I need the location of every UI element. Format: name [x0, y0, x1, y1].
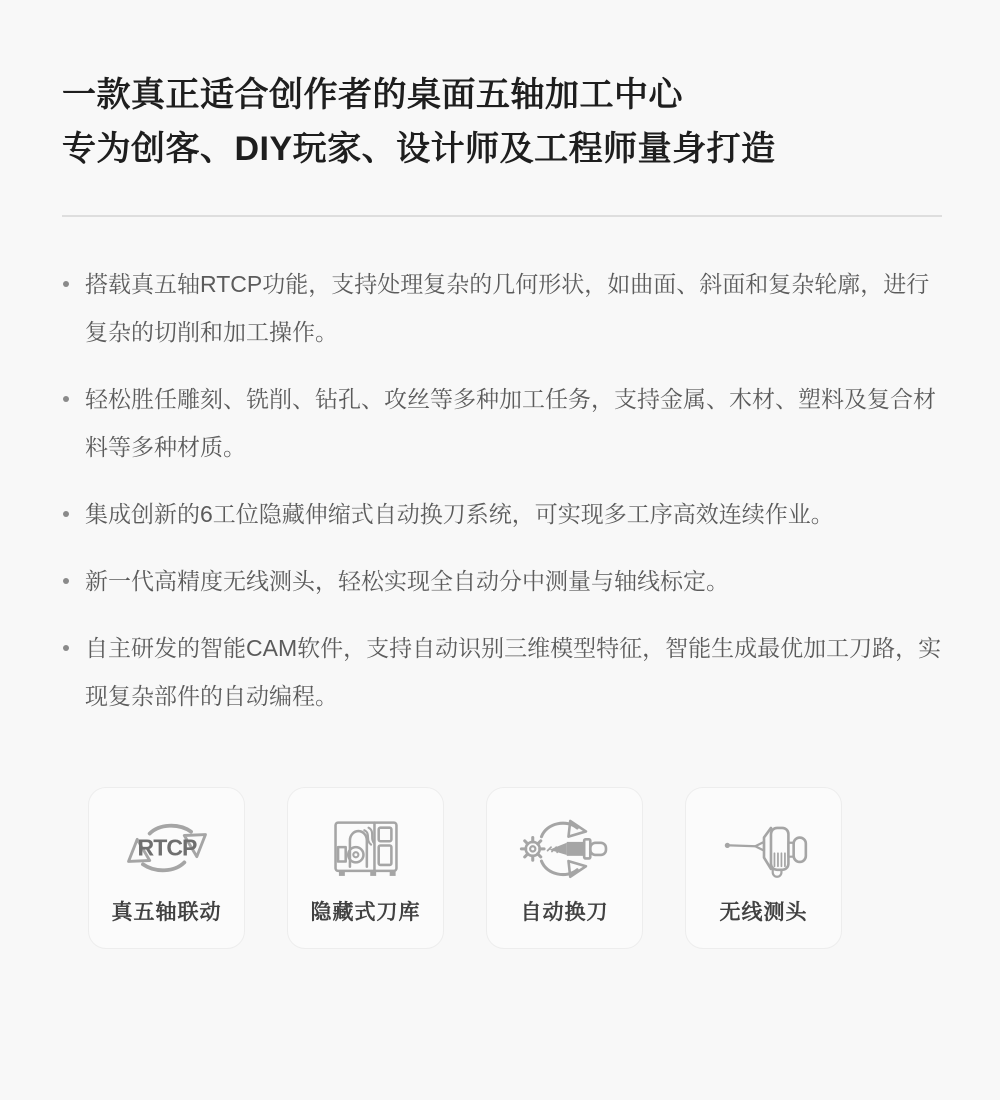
feature-item — [62, 624, 942, 720]
feature-card-wireless-probe — [685, 787, 842, 949]
card-label: 自动换刀 — [520, 901, 609, 924]
bullet-dot-icon — [63, 645, 69, 651]
feature-item — [62, 260, 942, 356]
divider — [62, 215, 942, 217]
feature-text: 搭载真五轴RTCP功能，支持处理复杂的几何形状，如曲面、斜面和复杂轮廓，进行复杂的切削和加工操作。 — [85, 271, 930, 345]
feature-text: 轻松胜任雕刻、铣削、钻孔、攻丝等多种加工任务，支持金属、木材、塑料及复合材料等多种材质。 — [85, 386, 936, 460]
feature-item — [62, 375, 942, 471]
hidden-tool-magazine-icon — [327, 815, 405, 881]
card-label: 无线测头 — [719, 901, 808, 924]
auto-tool-change-icon — [517, 814, 613, 882]
bullet-dot-icon — [63, 281, 69, 287]
wireless-probe-icon — [716, 814, 812, 882]
feature-card-rtcp — [88, 787, 245, 949]
page-title — [62, 68, 942, 176]
feature-list — [62, 260, 942, 720]
feature-item — [62, 557, 942, 605]
title-line-2: 专为创客、DIY玩家、设计师及工程师量身打造 — [62, 130, 776, 168]
rtcp-cycle-icon — [117, 820, 217, 876]
feature-item — [62, 490, 942, 538]
title-line-1: 一款真正适合创作者的桌面五轴加工中心 — [62, 76, 683, 114]
bullet-dot-icon — [63, 511, 69, 517]
feature-text: 自主研发的智能CAM软件，支持自动识别三维模型特征，智能生成最优加工刀路，实现复杂部件的自动编程。 — [85, 635, 942, 709]
bullet-dot-icon — [63, 396, 69, 402]
rtcp-icon-text: RTCP — [137, 834, 196, 861]
feature-cards — [88, 787, 942, 949]
card-label: 真五轴联动 — [111, 901, 222, 924]
card-label: 隐藏式刀库 — [310, 901, 421, 924]
feature-text: 集成创新的6工位隐藏伸缩式自动换刀系统，可实现多工序高效连续作业。 — [85, 501, 834, 527]
bullet-dot-icon — [63, 578, 69, 584]
feature-card-auto-tool-change — [486, 787, 643, 949]
feature-text: 新一代高精度无线测头，轻松实现全自动分中测量与轴线标定。 — [85, 568, 729, 594]
feature-card-tool-magazine — [287, 787, 444, 949]
